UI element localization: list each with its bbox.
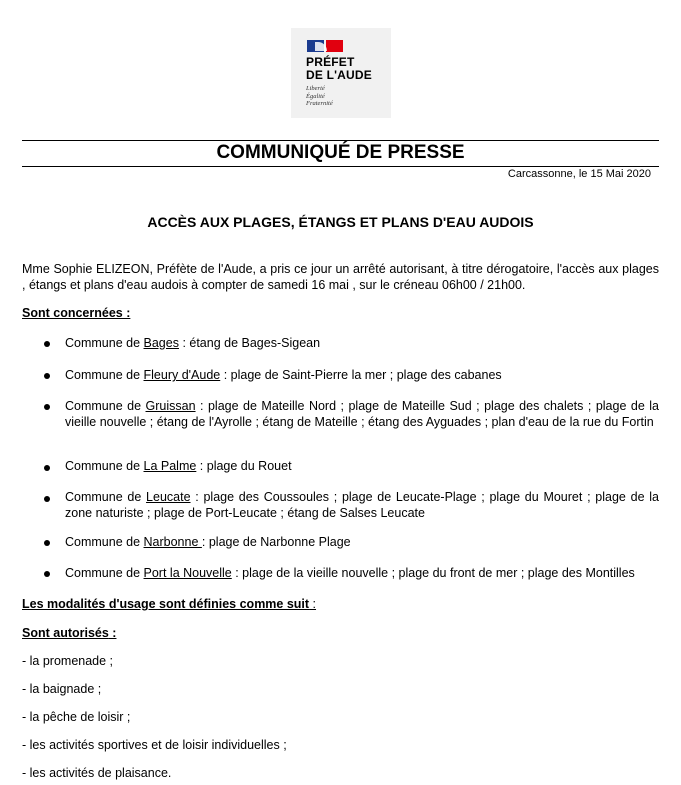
document-title: ACCÈS AUX PLAGES, ÉTANGS ET PLANS D'EAU AUDOIS xyxy=(147,214,534,230)
concerned-label: Sont concernées : xyxy=(22,306,131,320)
list-item xyxy=(65,368,659,384)
motto-fraternite: Fraternité xyxy=(306,100,333,107)
commune-detail: : plage de Narbonne Plage xyxy=(201,535,351,549)
commune-detail: : étang de Bages-Sigean xyxy=(178,336,321,350)
authorized-label-suffix: : xyxy=(108,626,117,640)
logo-title-line1: PRÉFET xyxy=(306,55,355,69)
list-item: - la baignade ; xyxy=(22,682,102,696)
bullet-icon xyxy=(44,571,50,577)
list-item xyxy=(65,535,659,551)
bullet-icon xyxy=(44,540,50,546)
authorized-label-text: Sont autorisés xyxy=(22,626,109,640)
logo-title-line2: DE L'AUDE xyxy=(306,68,372,82)
list-item xyxy=(65,490,659,521)
commune-name: Fleury d'Aude xyxy=(143,368,221,382)
commune-detail: : plage des Coussoules ; plage de Leucate-Plage ; plage du Mouret ; plage de la zone naturiste ; plage de Port-Leucate ; étang de Salses Leucate xyxy=(65,490,659,520)
commune-prefix: Commune de xyxy=(65,459,144,473)
bullet-icon xyxy=(44,341,50,347)
list-item xyxy=(65,399,659,430)
commune-prefix: Commune de xyxy=(65,368,144,382)
commune-prefix: Commune de xyxy=(65,535,144,549)
bullet-icon xyxy=(44,496,50,502)
list-item: - les activités sportives et de loisir individuelles ; xyxy=(22,738,287,752)
prefecture-logo xyxy=(291,28,391,118)
commune-prefix: Commune de xyxy=(65,490,147,504)
commune-name: Port la Nouvelle xyxy=(143,566,232,580)
commune-detail: : plage de Mateille Nord ; plage de Mateille Sud ; plage des chalets ; plage de la vieille nouvelle ; étang de l'Ayrolle ; étang de Mateille ; étang des Ayguades ; plan d'eau de la rue du Fortin xyxy=(65,399,659,429)
commune-detail: : plage du Rouet xyxy=(196,459,292,473)
list-item: - la pêche de loisir ; xyxy=(22,710,131,724)
list-item xyxy=(65,566,659,582)
authorized-label xyxy=(22,625,116,641)
page-headline: COMMUNIQUÉ DE PRESSE xyxy=(216,142,465,163)
flag-red-band xyxy=(326,40,343,52)
commune-name: Bages xyxy=(143,336,179,350)
commune-detail: : plage de Saint-Pierre la mer ; plage des cabanes xyxy=(220,368,502,382)
list-item xyxy=(65,336,659,352)
motto-liberte: Liberté xyxy=(306,85,325,92)
marianne-flag-icon xyxy=(307,40,343,52)
list-item: - les activités de plaisance. xyxy=(22,766,172,780)
bullet-icon xyxy=(44,465,50,471)
modalities-label-suffix: : xyxy=(309,597,317,611)
list-item xyxy=(65,459,659,475)
logo-title xyxy=(306,56,391,82)
commune-name: Gruissan xyxy=(145,399,196,413)
place-date: Carcassonne, le 15 Mai 2020 xyxy=(507,168,651,180)
commune-prefix: Commune de xyxy=(65,336,144,350)
commune-name: Narbonne xyxy=(143,535,202,549)
motto-egalite: Égalité xyxy=(306,92,325,100)
list-item: - la promenade ; xyxy=(22,654,114,668)
commune-prefix: Commune de xyxy=(65,399,146,413)
commune-detail: : plage de la vieille nouvelle ; plage du front de mer ; plage des Montilles xyxy=(231,566,635,580)
modalities-label xyxy=(22,596,316,612)
commune-prefix: Commune de xyxy=(65,566,144,580)
bullet-icon xyxy=(44,373,50,379)
bullet-icon xyxy=(44,404,50,410)
intro-paragraph: Mme Sophie ELIZEON, Préfète de l'Aude, a pris ce jour un arrêté autorisant, à titre dérogatoire, l'accès aux plages , étangs et plans d'eau audois à compter de samedi 16 mai , sur le créneau 06h00 / 21h00. xyxy=(22,262,659,292)
logo-motto xyxy=(306,85,386,108)
commune-name: La Palme xyxy=(143,459,197,473)
modalities-label-text: Les modalités d'usage sont définies comme suit xyxy=(22,597,310,611)
commune-name: Leucate xyxy=(146,490,191,504)
